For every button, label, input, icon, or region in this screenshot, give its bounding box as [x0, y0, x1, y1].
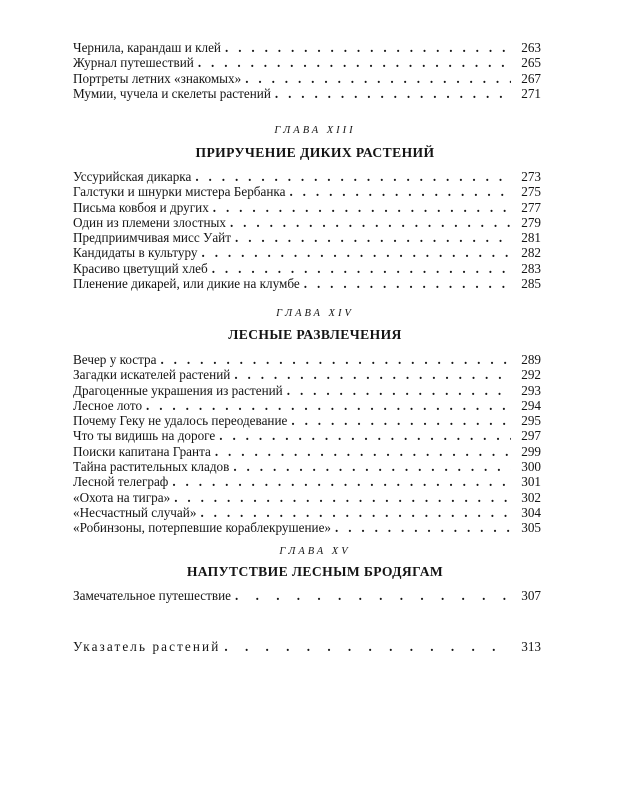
toc-entry-title: Почему Геку не удалось переодевание: [73, 413, 288, 429]
toc-list: [73, 169, 541, 291]
toc-entry: [73, 352, 541, 367]
toc-entry-title: Лесной телеграф: [73, 474, 169, 490]
toc-entry-title: Красиво цветущий хлеб: [73, 260, 208, 276]
toc-entry: [73, 428, 541, 443]
chapter-title: НАПУТСТВИЕ ЛЕСНЫМ БРОДЯГАМ: [186, 564, 444, 579]
toc-entry-page: 293: [521, 382, 541, 398]
toc-entry-page: 271: [521, 85, 541, 101]
toc-entry-page: 283: [521, 260, 541, 276]
dot-leader: [245, 71, 511, 86]
toc-entry: [73, 276, 541, 291]
toc-entry-title: Драгоценные украшения из растений: [73, 382, 283, 398]
dot-leader: [289, 184, 511, 199]
toc-entry: [73, 505, 541, 520]
dot-leader: [174, 490, 511, 505]
toc-section-top: [73, 40, 541, 101]
dot-leader: [233, 459, 511, 474]
toc-entry-title: Галстуки и шнурки мистера Бербанка: [73, 184, 286, 200]
toc-entry: [73, 261, 541, 276]
toc-entry-page: 281: [521, 230, 541, 246]
dot-leader: [219, 428, 511, 443]
dot-leader: [202, 245, 512, 260]
toc-entry: [73, 459, 541, 474]
toc-entry: [73, 40, 541, 55]
toc-entry-page: 292: [521, 367, 541, 383]
toc-entry: [73, 444, 541, 459]
toc-entry-page: 299: [521, 443, 541, 459]
dot-leader: [160, 352, 511, 367]
toc-entry-page: 275: [521, 184, 541, 200]
toc-section-chapter-15: [73, 587, 541, 605]
dot-leader: [195, 169, 511, 184]
toc-list: [73, 638, 541, 656]
toc-entry: [73, 169, 541, 184]
toc-entry-page: 307: [521, 588, 541, 603]
dot-leader: [335, 520, 511, 535]
toc-entry-title: Один из племени злостных: [73, 214, 226, 230]
toc-entry-page: 273: [521, 169, 541, 184]
toc-entry-page: 313: [521, 639, 541, 654]
toc-entry-page: 302: [521, 489, 541, 505]
dot-leader: [287, 383, 511, 398]
toc-entry-title: Вечер у костра: [73, 352, 157, 367]
toc-entry-title: Тайна растительных кладов: [73, 459, 230, 475]
toc-list: [73, 40, 541, 101]
toc-entry: [73, 383, 541, 398]
chapter-title: ЛЕСНЫЕ РАЗВЛЕЧЕНИЯ: [228, 327, 402, 342]
toc-entry-title: Предприимчивая мисс Уайт: [73, 230, 231, 246]
toc-entry-title: «Робинзоны, потерпевшие кораблекрушение»: [73, 520, 332, 536]
toc-entry: [73, 230, 541, 245]
toc-entry-page: 301: [521, 474, 541, 490]
toc-section-chapter-13: [73, 169, 541, 291]
toc-entry-page: 305: [521, 520, 541, 536]
toc-entry-title: Кандидаты в культуру: [73, 245, 198, 261]
toc-entry-page: 277: [521, 199, 541, 215]
chapter-label: ГЛАВА XIII: [274, 125, 356, 136]
toc-section-index: [73, 638, 541, 656]
toc-list: [73, 587, 541, 605]
dot-leader: [172, 474, 511, 489]
toc-entry: [73, 200, 541, 215]
dot-leader: [198, 55, 511, 70]
toc-entry: [73, 398, 541, 413]
toc-entry: [73, 55, 541, 70]
toc-entry-title: Уссурийская дикарка: [73, 169, 192, 184]
toc-entry: [73, 215, 541, 230]
dot-leader: [146, 398, 511, 413]
toc-entry-title: «Охота на тигра»: [73, 489, 171, 505]
toc-entry-page: 295: [521, 413, 541, 429]
toc-entry-title: Поиски капитана Гранта: [73, 443, 211, 459]
toc-entry-page: 289: [521, 352, 541, 367]
toc-entry: [73, 413, 541, 428]
toc-entry-title: Указатель растений: [73, 639, 221, 654]
chapter-label: ГЛАВА XIV: [276, 308, 354, 319]
toc-entry-title: Мумии, чучела и скелеты растений: [73, 85, 271, 101]
toc-entry-page: 300: [521, 459, 541, 475]
dot-leader: [215, 444, 511, 459]
toc-section-chapter-14: [73, 352, 541, 536]
toc-entry-title: Письма ковбоя и других: [73, 199, 209, 215]
dot-leader: [291, 413, 511, 428]
toc-entry-title: Замечательное путешествие: [73, 588, 232, 603]
toc-entry-title: «Несчастный случай»: [73, 504, 197, 520]
toc-entry-page: 285: [521, 276, 541, 292]
toc-entry-page: 279: [521, 214, 541, 230]
toc-entry-title: Пленение дикарей, или дикие на клумбе: [73, 276, 300, 292]
toc-entry-page: 297: [521, 428, 541, 444]
chapter-label: ГЛАВА XV: [279, 546, 351, 557]
toc-entry: [73, 520, 541, 535]
toc-entry-page: 267: [521, 70, 541, 86]
toc-entry-page: 294: [521, 397, 541, 413]
dot-leader: [235, 230, 511, 245]
toc-entry-index: [73, 638, 541, 656]
toc-entry: [73, 184, 541, 199]
toc-list: [73, 352, 541, 536]
dot-leader: [234, 367, 511, 382]
toc-entry-title: Загадки искателей растений: [73, 367, 231, 383]
toc-entry: [73, 474, 541, 489]
dot-leader: [224, 638, 511, 656]
toc-entry-page: 263: [521, 40, 541, 55]
toc-entry: [73, 86, 541, 101]
dot-leader: [275, 86, 511, 101]
dot-leader: [235, 587, 511, 605]
toc-entry: [73, 587, 541, 605]
toc-entry-title: Журнал путешествий: [73, 55, 194, 71]
dot-leader: [200, 505, 511, 520]
toc-entry-page: 265: [521, 55, 541, 71]
toc-entry-page: 282: [521, 245, 541, 261]
toc-entry: [73, 367, 541, 382]
toc-entry-title: Портреты летних «знакомых»: [73, 70, 242, 86]
chapter-title: ПРИРУЧЕНИЕ ДИКИХ РАСТЕНИЙ: [195, 145, 435, 160]
toc-entry-page: 304: [521, 504, 541, 520]
toc-entry: [73, 71, 541, 86]
toc-entry: [73, 490, 541, 505]
toc-entry-title: Что ты видишь на дороге: [73, 428, 216, 444]
dot-leader: [212, 261, 511, 276]
dot-leader: [230, 215, 511, 230]
dot-leader: [213, 200, 511, 215]
toc-entry-title: Чернила, карандаш и клей: [73, 40, 221, 55]
toc-entry: [73, 245, 541, 260]
dot-leader: [304, 276, 511, 291]
dot-leader: [225, 40, 511, 55]
toc-entry-title: Лесное лото: [73, 397, 143, 413]
